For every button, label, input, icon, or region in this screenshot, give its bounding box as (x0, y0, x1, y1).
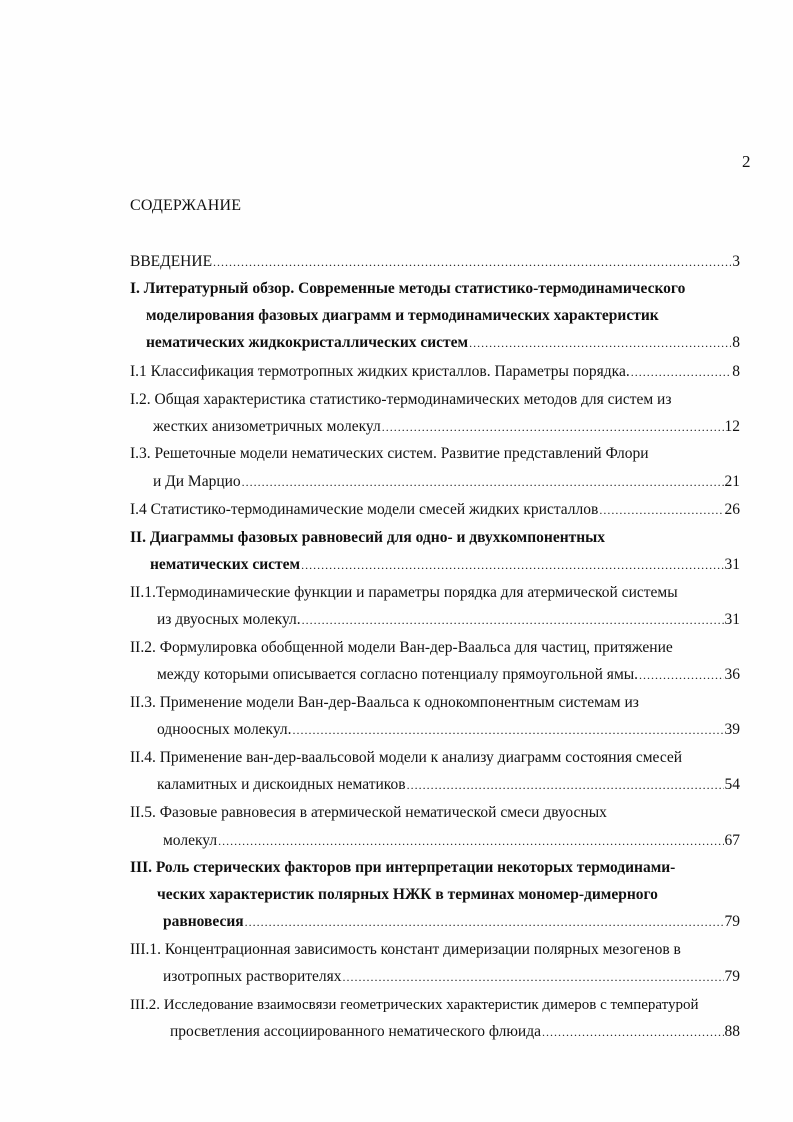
toc-entry-section-1-3-line-1: I.3. Решеточные модели нематических систем. Развитие представлений Флори (130, 445, 649, 462)
leader-dots (302, 610, 724, 630)
toc-entry-page: 3 (732, 253, 740, 270)
leader-dots (599, 500, 723, 520)
toc-entry-section-3-2-line-2 (170, 1022, 740, 1042)
toc-entry-page: 79 (724, 968, 740, 985)
toc-entry-introduction (130, 252, 740, 272)
toc-entry-chapter-1-line-3 (146, 333, 740, 353)
toc-entry-page: 36 (724, 666, 740, 683)
toc-entry-section-2-1-line-1: II.1.Термодинамические функции и параметры порядка для атермической системы (130, 584, 678, 601)
toc-entry-section-1-1 (130, 362, 740, 382)
toc-entry-text: нематических жидкокристаллических систем (146, 334, 469, 351)
leader-dots (469, 333, 731, 353)
toc-entry-page: 79 (724, 913, 740, 930)
toc-entry-text: и Ди Марцио (153, 473, 241, 490)
toc-entry-page: 39 (724, 721, 740, 738)
toc-entry-chapter-2-line-2 (150, 555, 740, 575)
leader-dots (242, 472, 724, 492)
toc-entry-text: молекул (163, 832, 218, 849)
toc-entry-section-2-5-line-2 (163, 831, 740, 851)
toc-entry-page: 88 (724, 1023, 740, 1040)
toc-entry-section-2-3-line-2 (157, 720, 740, 740)
toc-entry-page: 67 (724, 832, 740, 849)
toc-entry-page: 54 (724, 776, 740, 793)
toc-entry-text: изотропных растворителях (163, 968, 342, 985)
toc-entry-text: равновесия (163, 913, 244, 930)
toc-entry-chapter-1-line-2: моделирования фазовых диаграмм и термодинамических характеристик (146, 307, 659, 324)
toc-title: СОДЕРЖАНИЕ (130, 197, 242, 214)
toc-entry-section-2-3-line-1: II.3. Применение модели Ван-дер-Ваальса к однокомпонентным системам из (130, 694, 639, 711)
toc-entry-section-2-1-line-2 (157, 610, 740, 630)
toc-entry-chapter-2-line-1: II. Диаграммы фазовых равновесий для одно- и двухкомпонентных (130, 529, 606, 546)
toc-entry-section-2-5-line-1: II.5. Фазовые равновесия в атермической нематической смеси двуосных (130, 804, 607, 821)
toc-entry-section-1-2-line-2 (153, 417, 740, 437)
leader-dots (213, 252, 731, 272)
toc-entry-text: из двуосных молекул. (157, 611, 301, 628)
leader-dots (293, 720, 724, 740)
toc-entry-chapter-3-line-3 (163, 912, 740, 932)
toc-entry-text: I.4 Статистико-термодинамические модели смесей жидких кристаллов (130, 501, 599, 518)
leader-dots (301, 555, 723, 575)
toc-entry-section-1-3-line-2 (153, 472, 740, 492)
leader-dots (218, 831, 723, 851)
leader-dots (245, 912, 724, 932)
toc-entry-page: 8 (732, 334, 740, 351)
leader-dots (631, 362, 732, 382)
toc-entry-text: ВВЕДЕНИЕ (130, 253, 213, 270)
toc-entry-text: нематических систем (150, 556, 301, 573)
toc-entry-page: 21 (724, 473, 740, 490)
toc-entry-page: 31 (724, 556, 740, 573)
toc-entry-text: просветления ассоциированного нематического флюида (170, 1023, 541, 1040)
toc-entry-section-2-4-line-2 (157, 775, 740, 795)
toc-entry-page: 12 (724, 418, 740, 435)
toc-entry-chapter-3-line-1: III. Роль стерических факторов при интерпретации некоторых термодинами- (130, 859, 676, 876)
toc-entry-section-2-2-line-1: II.2. Формулировка обобщенной модели Ван-дер-Ваальса для частиц, притяжение (130, 639, 673, 656)
leader-dots (407, 775, 724, 795)
toc-entry-section-3-2-line-1: III.2. Исследование взаимосвязи геометрических характеристик димеров с температурой (130, 997, 699, 1013)
leader-dots (382, 417, 724, 437)
toc-entry-section-1-2-line-1: I.2. Общая характеристика статистико-термодинамических методов для систем из (130, 391, 672, 408)
toc-entry-section-2-4-line-1: II.4. Применение ван-дер-ваальсовой модели к анализу диаграмм состояния смесей (130, 749, 683, 766)
toc-entry-section-2-2-line-2 (157, 665, 740, 685)
toc-entry-section-3-1-line-2 (163, 967, 740, 987)
leader-dots (542, 1022, 724, 1042)
leader-dots (343, 967, 724, 987)
page-number: 2 (742, 152, 751, 171)
toc-entry-page: 26 (724, 501, 740, 518)
toc-entry-text: I.1 Классификация термотропных жидких кристаллов. Параметры порядка. (130, 363, 630, 380)
leader-dots (639, 665, 723, 685)
toc-entry-section-3-1-line-1: III.1. Концентрационная зависимость констант димеризации полярных мезогенов в (130, 941, 681, 958)
toc-entry-page: 8 (732, 363, 740, 380)
toc-entry-text: жестких анизометричных молекул (153, 418, 381, 435)
toc-entry-text: одноосных молекул. (157, 721, 292, 738)
toc-entry-chapter-3-line-2: ческих характеристик полярных НЖК в терминах мономер-димерного (157, 886, 658, 903)
toc-entry-chapter-1-line-1: I. Литературный обзор. Современные методы статистико-термодинамического (130, 280, 686, 297)
toc-entry-section-1-4 (130, 500, 740, 520)
toc-entry-text: каламитных и дискоидных нематиков (157, 776, 406, 793)
toc-entry-page: 31 (724, 611, 740, 628)
toc-entry-text: между которыми описывается согласно потенциалу прямоугольной ямы. (157, 666, 639, 683)
